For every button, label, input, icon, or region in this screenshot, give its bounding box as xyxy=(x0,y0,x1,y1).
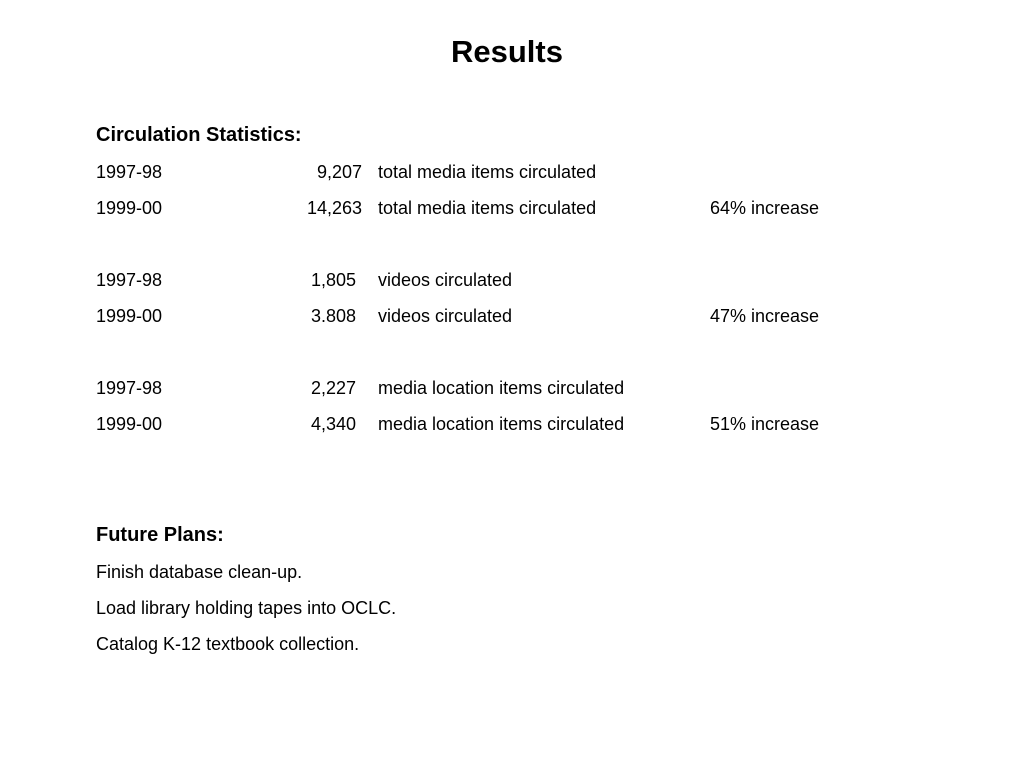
stats-count: 1,805 xyxy=(310,270,356,290)
stats-row xyxy=(96,412,896,436)
stats-description: media location items circulated xyxy=(378,414,625,434)
stats-row xyxy=(96,160,896,184)
stats-count: 3.808 xyxy=(310,306,356,326)
circulation-statistics-heading: Circulation Statistics: xyxy=(96,124,302,146)
stats-year: 1999-00 xyxy=(96,414,163,434)
stats-year: 1997-98 xyxy=(96,162,163,182)
plan-item: Catalog K-12 textbook collection. xyxy=(96,634,360,654)
stats-description: videos circulated xyxy=(378,306,513,326)
stats-description: media location items circulated xyxy=(378,378,625,398)
stats-year: 1997-98 xyxy=(96,270,163,290)
plan-item: Load library holding tapes into OCLC. xyxy=(96,598,397,618)
stats-description: total media items circulated xyxy=(378,198,597,218)
stats-change: 51% increase xyxy=(710,414,820,434)
stats-row xyxy=(96,376,896,400)
page-title: Results xyxy=(451,34,563,69)
stats-year: 1999-00 xyxy=(96,198,163,218)
stats-change: 47% increase xyxy=(710,306,820,326)
stats-description: videos circulated xyxy=(378,270,513,290)
stats-row xyxy=(96,268,896,292)
stats-count: 4,340 xyxy=(310,414,356,434)
plan-item: Finish database clean-up. xyxy=(96,562,303,582)
future-plans-heading: Future Plans: xyxy=(96,524,224,546)
stats-year: 1997-98 xyxy=(96,378,163,398)
stats-change: 64% increase xyxy=(710,198,820,218)
stats-year: 1999-00 xyxy=(96,306,163,326)
stats-row xyxy=(96,196,896,220)
stats-count: 9,207 xyxy=(316,162,362,182)
stats-count: 14,263 xyxy=(306,198,362,218)
stats-row xyxy=(96,304,896,328)
stats-count: 2,227 xyxy=(310,378,356,398)
stats-description: total media items circulated xyxy=(378,162,597,182)
